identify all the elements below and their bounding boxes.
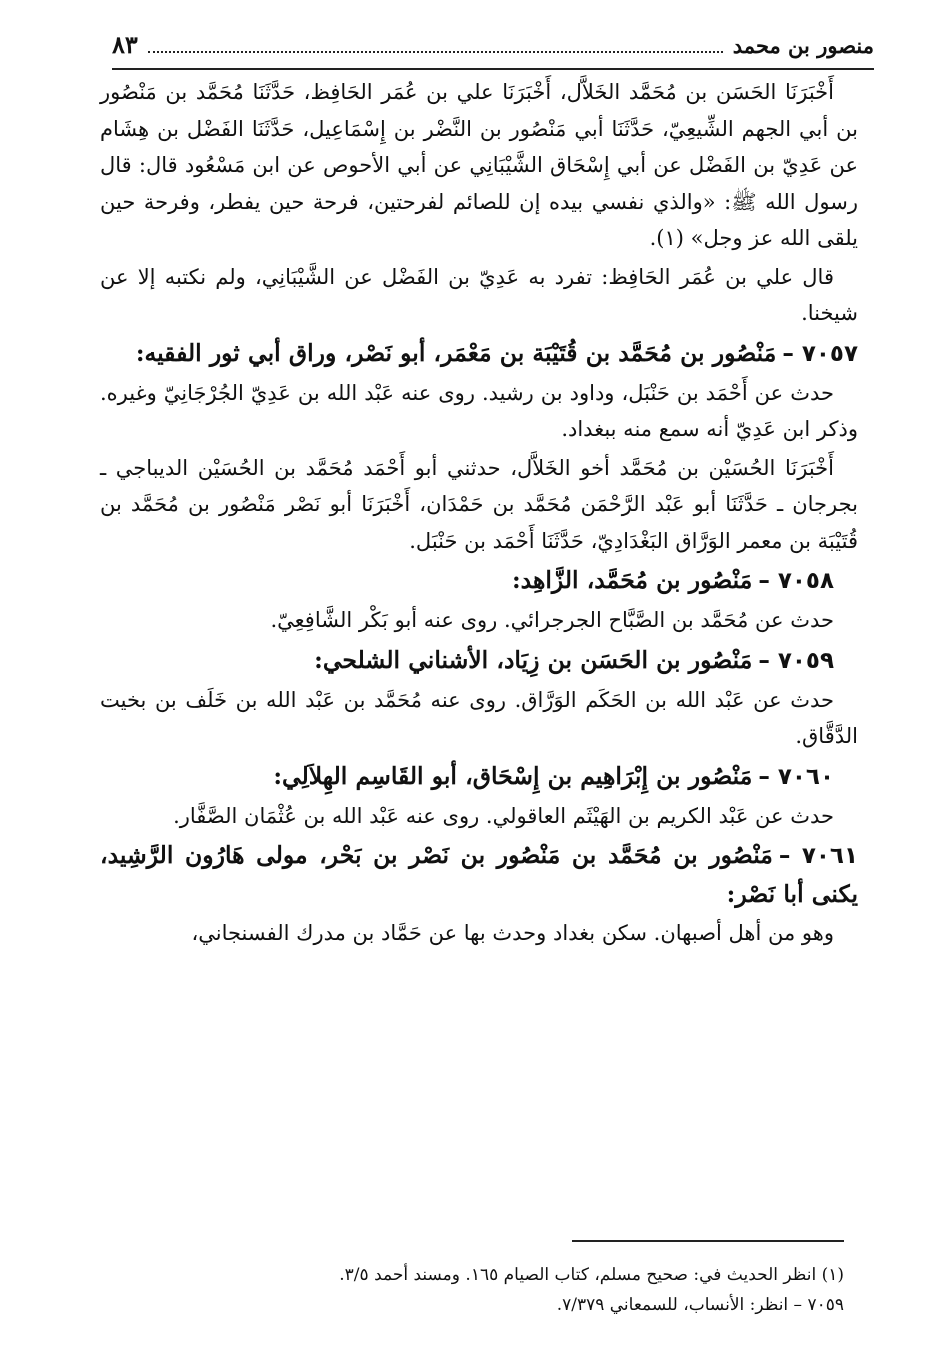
entry-number: ٧٠٥٨ – bbox=[758, 568, 834, 594]
entry-title: مَنْصُور بن مُحَمَّد، الزَّاهِد: bbox=[511, 566, 753, 594]
page-body bbox=[100, 74, 858, 954]
entry-heading-7057 bbox=[100, 334, 858, 373]
footnotes bbox=[120, 1260, 844, 1320]
header-rule bbox=[112, 68, 874, 70]
entry-heading-7061 bbox=[100, 836, 858, 913]
entry-text: حدث عن مُحَمَّد بن الصَّبَّاح الجرجرائي. روى عنه أبو بَكْر الشَّافِعِيّ. bbox=[270, 608, 834, 632]
entry-number: ٧٠٥٧ – bbox=[782, 340, 858, 367]
running-title: منصور بن محمد bbox=[732, 33, 874, 58]
entry-text: حدث عن عَبْد الله بن الحَكَم الوَرَّاق. روى عنه مُحَمَّد بن عَبْد الله بن خَلَف بن بخيت الدَّقَّاق. bbox=[100, 687, 858, 748]
hadith-paragraph: أَخْبَرَنَا الحَسَن بن مُحَمَّد الخَلاَّل، أَخْبَرَنَا علي بن عُمَر الحَافِظ، حَدَّثَنَا مُحَمَّد بن مَنْصُور بن أبي الجهم الشِّيعِيّ، حَدَّثَنَا أبي مَنْصُور بن النَّضْر بن إِسْمَاعِيل، حَدَّثَنَا الفَضْل بن هِشَام عن عَدِيّ بن الفَضْل عن أبي إِسْحَاق الشَّيْبَانِي عن أبي الأحوص عن ابن مَسْعُود قال: قال رسول الله ﷺ: «والذي نفسي بيده إن للصائم لفرحتين، فرحة حين يفطر، وفرحة حين يلقى الله عز وجل» (١). bbox=[100, 80, 858, 250]
entry-text: حدث عن عَبْد الكريم بن الهَيْثَم العاقولي. روى عنه عَبْد الله بن عُثْمَان الصَّفَّار. bbox=[173, 803, 834, 828]
entry-text: حدث عن أَحْمَد بن حَنْبَل، وداود بن رشيد. روى عنه عَبْد الله بن عَدِيّ الجُرْجَانِيّ وغيره. وذكر ابن عَدِيّ أنه سمع منه ببغداد. bbox=[100, 380, 858, 441]
entry-number: ٧٠٥٩ – bbox=[758, 647, 834, 674]
commentary-paragraph: قال علي بن عُمَر الحَافِظ: تفرد به عَدِيّ بن الفَضْل عن الشَّيْبَانِي، ولم نكتبه إلا عن شيخنا. bbox=[100, 264, 858, 325]
page-number: ٨٣ bbox=[112, 30, 138, 59]
entry-heading-7059 bbox=[100, 641, 858, 680]
header-dot-leader bbox=[148, 37, 723, 53]
entry-number: ٧٠٦٠ – bbox=[758, 763, 834, 790]
entry-heading-7060 bbox=[100, 757, 858, 796]
footnote-separator bbox=[572, 1240, 844, 1242]
entry-heading-7058 bbox=[100, 561, 858, 600]
entry-title: مَنْصُور بن إِبْرَاهِيم بن إِسْحَاق، أبو القَاسِم الهِلاَلِي: bbox=[273, 761, 753, 790]
entry-title: مَنْصُور بن مُحَمَّد بن مَنْصُور بن نَصْر بن بَحْر، مولى هَارُون الرَّشِيد، يكنى أبا نَصْر: bbox=[100, 841, 858, 908]
footnote-2: ٧٠٥٩ – انظر: الأنساب، للسمعاني ٧/٣٧٩. bbox=[556, 1295, 844, 1315]
entry-number: ٧٠٦١ – bbox=[778, 843, 858, 869]
page-header bbox=[112, 30, 874, 70]
footnote-1: (١) انظر الحديث في: صحيح مسلم، كتاب الصيام ١٦٥. ومسند أحمد ٣/٥. bbox=[339, 1265, 844, 1285]
entry-title: مَنْصُور بن الحَسَن بن زِيَاد، الأشناني الشلحي: bbox=[314, 645, 753, 674]
entry-text: وهو من أهل أصبهان. سكن بغداد وحدث بها عن حَمَّاد بن مدرك الفسنجاني، bbox=[191, 921, 834, 945]
entry-title: مَنْصُور بن مُحَمَّد بن قُتَيْبَة بن مَعْمَر، أبو نَصْر، وراق أبي ثور الفقيه: bbox=[135, 338, 777, 367]
entry-text: أَخْبَرَنَا الحُسَيْن بن مُحَمَّد أخو الخَلاَّل، حدثني أبو أَحْمَد مُحَمَّد بن الحُسَيْن الديباجي ـ بجرجان ـ حَدَّثَنَا أبو عَبْد الرَّحْمَن مُحَمَّد بن حَمْدَان، أَخْبَرَنَا أبو نَصْر مَنْصُور بن مُحَمَّد بن قُتَيْبَة بن معمر الوَرَّاق البَغْدَادِيّ، حَدَّثَنَا أَحْمَد بن حَنْبَل. bbox=[100, 455, 858, 553]
